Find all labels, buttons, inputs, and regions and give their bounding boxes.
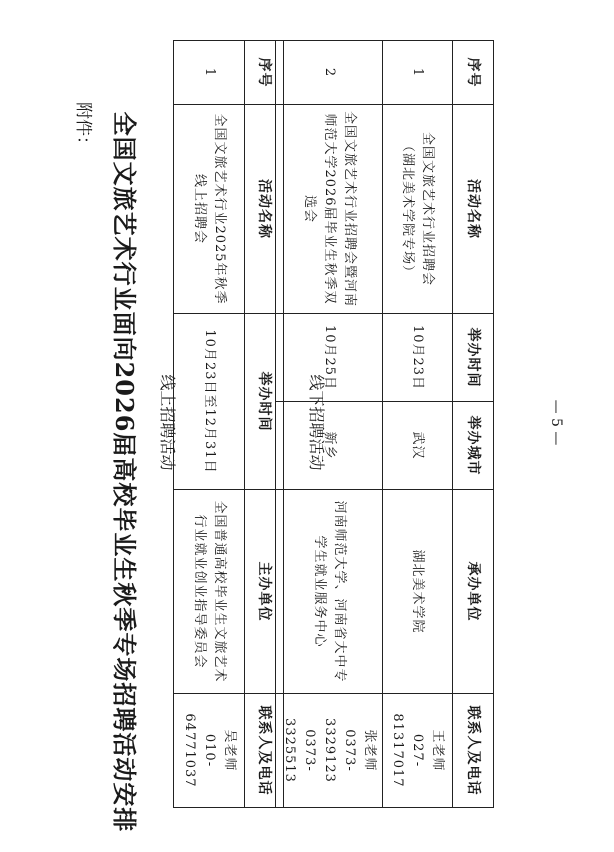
header-host: 承办单位 <box>453 490 494 694</box>
attachment-label: 附件： <box>73 102 93 153</box>
header-city: 举办城市 <box>453 402 494 490</box>
cell-event-name: 全国文旅艺术行业招聘会暨河南师范大学2026届毕业生秋季双选会 <box>276 105 383 314</box>
header-contact: 联系人及电话 <box>245 694 284 808</box>
cell-event-name <box>383 105 453 314</box>
contact-name: 张老师 <box>362 729 377 772</box>
header-time: 举办时间 <box>453 314 494 402</box>
online-section-heading: 线上招聘活动 <box>158 374 177 471</box>
cell-no: 2 <box>276 41 383 105</box>
cell-no: 1 <box>383 41 453 105</box>
table-row <box>383 41 453 808</box>
offline-events-table <box>275 40 494 808</box>
cell-contact <box>174 694 245 808</box>
header-contact: 联系人及电话 <box>453 694 494 808</box>
cell-no: 1 <box>174 41 245 105</box>
header-no: 序号 <box>453 41 494 105</box>
cell-city: 武汉 <box>383 402 453 490</box>
header-time: 举办时间 <box>245 314 284 490</box>
contact-phone: 027-81317017 <box>390 713 426 788</box>
table-row <box>174 41 245 808</box>
event-name-note: （湖北美术学院专场） <box>400 138 416 279</box>
page-title: 全国文旅艺术行业面向2026届高校毕业生秋季专场招聘活动安排 <box>110 111 139 833</box>
event-name: 全国文旅艺术行业招聘会 <box>420 131 436 286</box>
contact-phone-2: 0373-3325513 <box>282 718 317 783</box>
offline-section-heading: 线下招聘活动 <box>307 374 326 471</box>
cell-host: 湖北美术学院 <box>383 490 453 694</box>
contact-name: 王老师 <box>430 729 446 772</box>
header-organizer: 主办单位 <box>245 490 284 694</box>
cell-host: 河南师范大学、河南省大中专学生就业服务中心 <box>276 490 383 694</box>
header-no: 序号 <box>245 41 284 105</box>
cell-contact <box>383 694 453 808</box>
header-event-name: 活动名称 <box>245 105 284 314</box>
header-event-name: 活动名称 <box>453 105 494 314</box>
cell-city: 新乡 <box>276 402 383 490</box>
cell-time: 10月23日至12月31日 <box>174 314 245 490</box>
contact-name: 吴老师 <box>222 729 237 772</box>
cell-time: 10月23日 <box>383 314 453 402</box>
table-header-row <box>453 41 494 808</box>
online-events-table <box>173 40 284 808</box>
table-row <box>276 41 383 808</box>
contact-phone: 010-64771037 <box>182 713 217 788</box>
cell-event-name: 全国文旅艺术行业2025年秋季线上招聘会 <box>174 105 245 314</box>
page-number: — 5 — <box>548 399 564 446</box>
cell-contact <box>276 694 383 808</box>
contact-phone: 0373-3329123 <box>322 718 357 783</box>
cell-organizer: 全国普通高校毕业生文旅艺术行业就业创业指导委员会 <box>174 490 245 694</box>
cell-time: 10月25日 <box>276 314 383 402</box>
